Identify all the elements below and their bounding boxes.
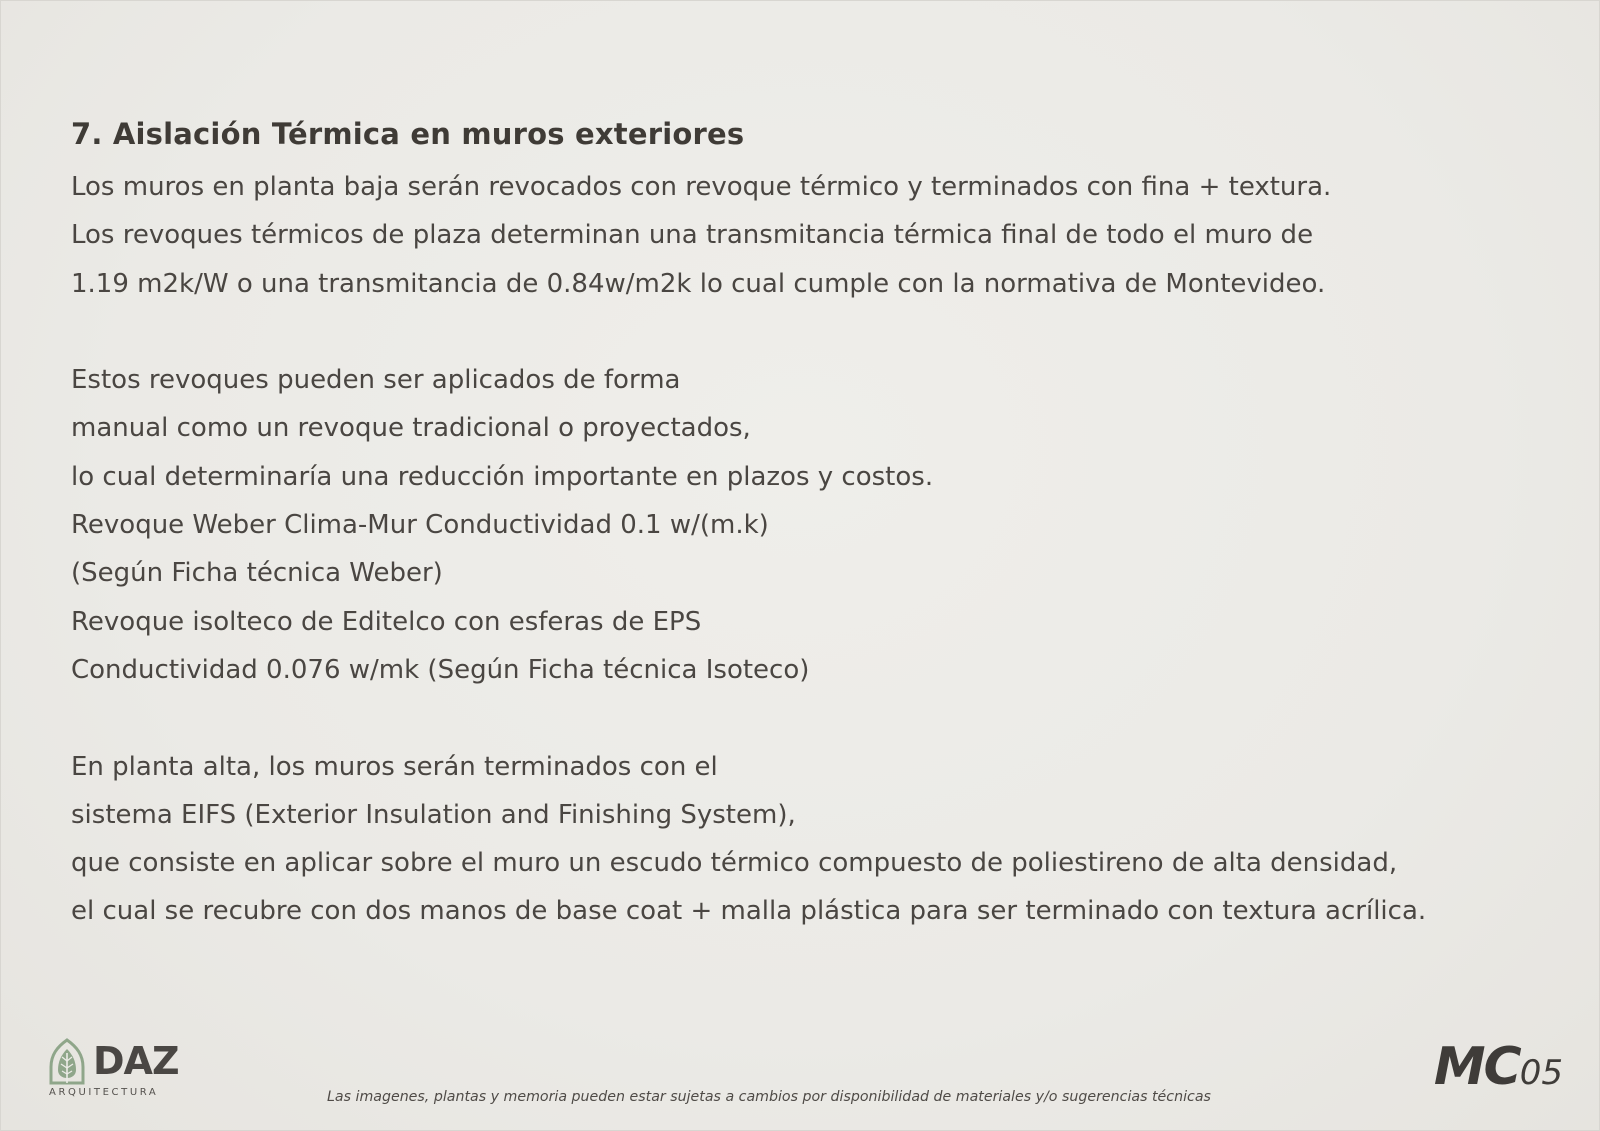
leaf-house-icon: [47, 1037, 87, 1089]
paragraph-line: Revoque Weber Clima-Mur Conductividad 0.1 w/(m.k): [71, 510, 769, 541]
paragraph-line: Los revoques térmicos de plaza determinan una transmitancia térmica final de todo el muro de: [71, 220, 1314, 251]
logo-name: DAZ: [93, 1039, 179, 1083]
company-logo: [47, 1037, 197, 1097]
footer-disclaimer: Las imagenes, plantas y memoria pueden estar sujetas a cambios por disponibilidad de materiales y/o sugerencias técnicas: [327, 1089, 1211, 1105]
paragraph-line: Los muros en planta baja serán revocados con revoque térmico y terminados con fina + textura.: [71, 172, 1332, 202]
paragraph-spacer: [71, 694, 1571, 742]
section-title: 7. Aislación Térmica en muros exteriores: [71, 117, 745, 151]
paragraph-line: lo cual determinaría una reducción importante en plazos y costos.: [71, 461, 934, 492]
page-code: [1434, 1037, 1563, 1097]
paragraph-line: Conductividad 0.076 w/mk (Según Ficha técnica Isoteco): [71, 654, 810, 685]
paragraph-line: manual como un revoque tradicional o proyectados,: [71, 413, 751, 444]
paragraph-line: Revoque isolteco de Editelco con esferas de EPS: [71, 606, 702, 637]
page-code-prefix: MC: [1433, 1037, 1520, 1097]
paragraph-line: En planta alta, los muros serán terminados con el: [71, 751, 718, 782]
paragraph-line: 1.19 m2k/W o una transmitancia de 0.84w/m2k lo cual cumple con la normativa de Montevideo.: [71, 268, 1326, 299]
paragraph-line: el cual se recubre con dos manos de base coat + malla plástica para ser terminado con textura acrílica.: [71, 896, 1427, 927]
section-body: [71, 163, 1571, 936]
paragraph-line: Estos revoques pueden ser aplicados de forma: [71, 365, 681, 396]
paragraph-spacer: [71, 308, 1571, 356]
page-code-number: 05: [1519, 1053, 1563, 1093]
paragraph-line: que consiste en aplicar sobre el muro un escudo térmico compuesto de poliestireno de alta densidad,: [71, 848, 1398, 879]
paragraph-line: sistema EIFS (Exterior Insulation and Finishing System),: [71, 799, 796, 830]
logo-subtitle: ARQUITECTURA: [49, 1087, 159, 1098]
paragraph-line: (Según Ficha técnica Weber): [71, 558, 443, 589]
